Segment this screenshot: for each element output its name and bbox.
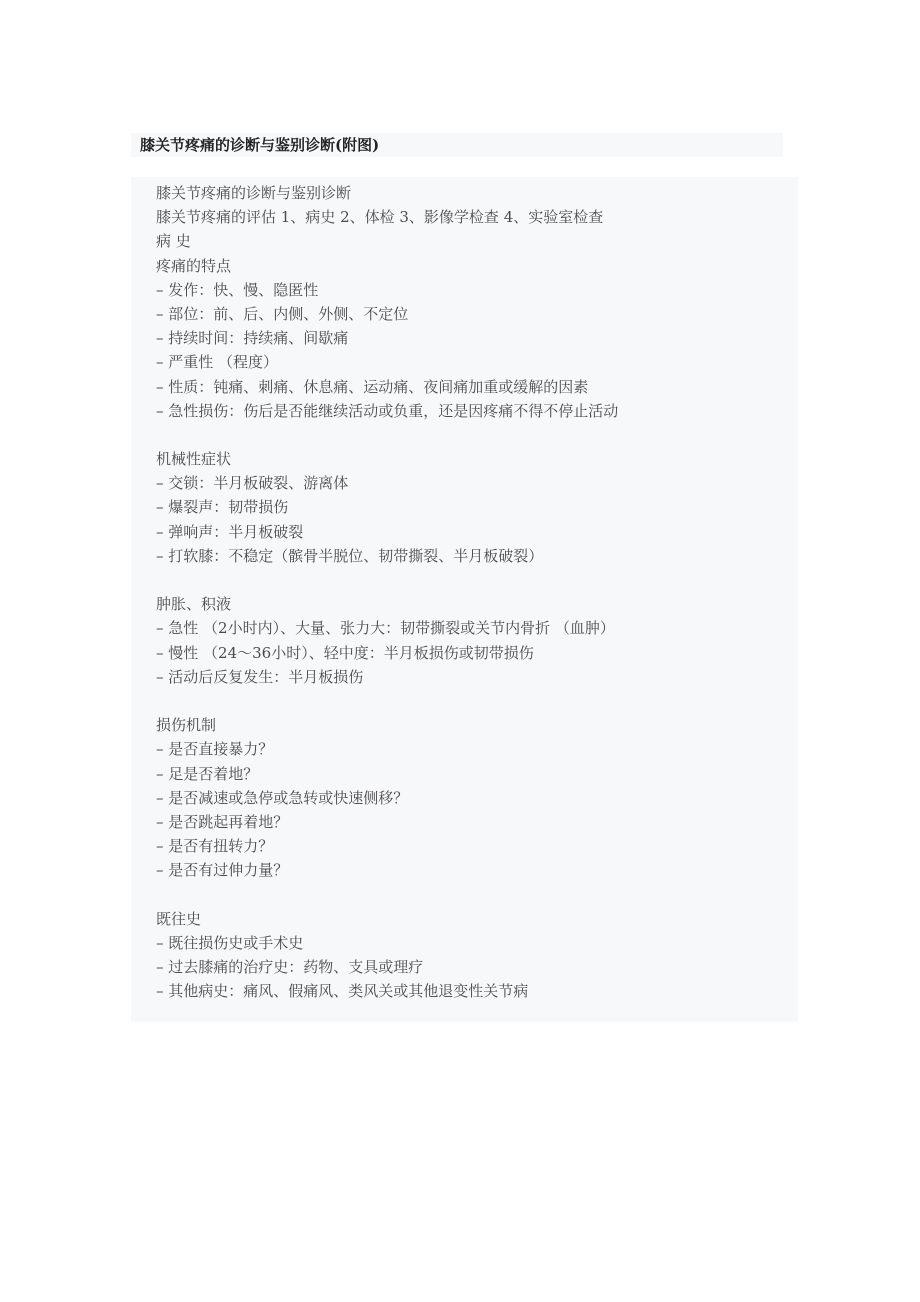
blank-line — [156, 423, 786, 447]
text-line: – 既往损伤史或手术史 — [156, 933, 304, 952]
text-line: – 过去膝痛的治疗史：药物、支具或理疗 — [156, 958, 424, 976]
text-line: – 性质：钝痛、刺痛、休息痛、运动痛、夜间痛加重或缓解的因素 — [156, 377, 589, 396]
text-line: – 部位：前、后、内侧、外侧、不定位 — [156, 304, 409, 323]
text-line: – 慢性 （24～36小时）、轻中度：半月板损伤或韧带损伤 — [156, 643, 534, 662]
text-line: – 是否减速或急停或急转或快速侧移？ — [156, 788, 409, 807]
text-line: – 爆裂声：韧带损伤 — [156, 498, 289, 517]
text-line: – 其他病史：痛风、假痛风、类风关或其他退变性关节病 — [156, 982, 529, 1001]
text-line: – 严重性 （程度） — [156, 353, 279, 372]
text-line: – 交锁：半月板破裂、游离体 — [156, 474, 349, 493]
text-line: – 足是否着地？ — [156, 764, 259, 783]
article-title: 膝关节疼痛的诊断与鉴别诊断(附图) — [140, 136, 380, 154]
article-content — [156, 181, 786, 1003]
text-line: – 急性 （2小时内）、大量、张力大：韧带撕裂或关节内骨折 （血肿） — [156, 619, 615, 638]
text-line: 肿胀、积液 — [156, 595, 232, 614]
text-line: – 是否有扭转力？ — [156, 837, 274, 856]
blank-line — [156, 689, 786, 713]
text-line: – 是否有过伸力量？ — [156, 861, 289, 880]
text-line: – 急性损伤：伤后是否能继续活动或负重，还是因疼痛不得不停止活动 — [156, 401, 619, 420]
text-line: 机械性症状 — [156, 450, 232, 469]
text-line: 损伤机制 — [156, 716, 217, 735]
text-line: – 弹响声：半月板破裂 — [156, 522, 304, 541]
text-line: – 发作：快、慢、隐匿性 — [156, 280, 319, 299]
article-title-bar — [131, 133, 783, 157]
text-line: 病 史 — [156, 232, 191, 251]
blank-line — [156, 568, 786, 592]
text-line: 疼痛的特点 — [156, 256, 232, 275]
text-line: – 是否直接暴力？ — [156, 740, 274, 759]
article-body — [131, 177, 798, 1022]
text-line: 膝关节疼痛的诊断与鉴别诊断 — [156, 184, 352, 202]
blank-line — [156, 882, 786, 906]
text-line: – 是否跳起再着地？ — [156, 812, 289, 831]
text-line: – 活动后反复发生：半月板损伤 — [156, 667, 364, 686]
text-line: – 持续时间：持续痛、间歇痛 — [156, 329, 349, 348]
text-line: 膝关节疼痛的评估 1、病史 2、体检 3、影像学检查 4、实验室检查 — [156, 208, 604, 227]
text-line: – 打软膝：不稳定（髌骨半脱位、韧带撕裂、半月板破裂） — [156, 546, 544, 565]
text-line: 既往史 — [156, 909, 202, 928]
